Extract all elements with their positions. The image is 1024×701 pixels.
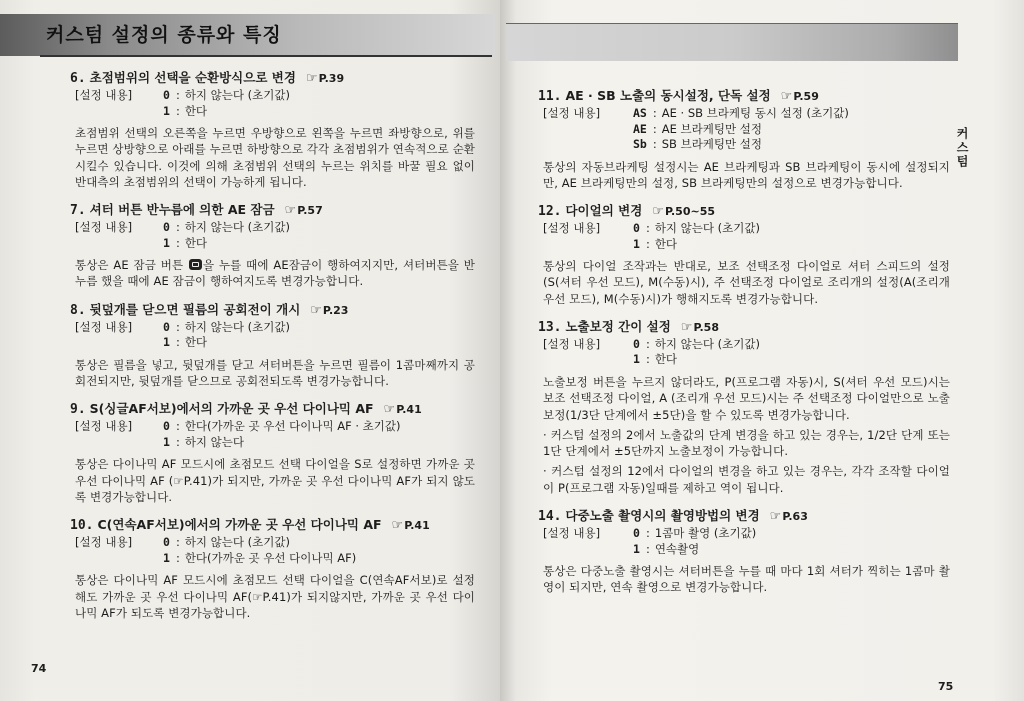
item-number: 6. — [70, 71, 86, 86]
settings-label: [설정 내용] — [75, 220, 133, 235]
item-title-text: 셔터 버튼 반누름에 의한 AE 잠금 — [89, 202, 275, 218]
settings-row — [75, 88, 475, 104]
settings-label: [설정 내용] — [543, 336, 601, 351]
settings-list — [538, 106, 950, 153]
item-title — [70, 200, 475, 220]
setting-text: 하지 않는다 — [184, 434, 245, 449]
item-title — [70, 68, 475, 88]
settings-list — [70, 220, 475, 251]
settings-list — [538, 526, 950, 557]
setting-separator: : — [652, 137, 657, 151]
item-title-text: AE · SB 노출의 동시설정, 단독 설정 — [565, 88, 771, 103]
page-reference: P.59 — [793, 90, 819, 103]
page-reference: P.50~55 — [664, 205, 716, 219]
pointing-hand-icon: ☞ — [383, 402, 396, 418]
setting-separator: : — [645, 221, 650, 236]
right-header-band — [506, 23, 958, 61]
setting-text: 한다(가까운 곳 우선 다이나믹 AF) — [184, 550, 357, 565]
description-text: 통상은 AE 잠금 버튼 — [75, 258, 188, 273]
settings-row — [75, 535, 475, 551]
setting-text: 한다(가까운 곳 우선 다이나믹 AF · 초기값) — [184, 419, 401, 434]
settings-label: [설정 내용] — [543, 106, 601, 120]
settings-label: [설정 내용] — [75, 535, 133, 550]
item-description: 초점범위 선택의 오른쪽을 누르면 우방향으로 왼쪽을 누르면 좌방향으로, 위를 누르면 상방향으로 아래를 누르면 하방향으로 각각 초점범위가 연속적으로 순환시킬수 있습니다. 이것에 의해 초점범위 선택의 누르는 위치를 바꿀 필요 없이 반대측의 초점범위의 선택이 가능하게 됩니다. — [75, 126, 475, 189]
note-bullet: · 커스텀 설정의 2에서 노출값의 단계 변경을 하고 있는 경우는, 1/2단 단계 또는 1단 단계에서 ±5단까지 노출보정이 가능합니다. — [543, 427, 950, 459]
item-title — [70, 399, 475, 419]
setting-text: 하지 않는다 (초기값) — [654, 336, 760, 351]
setting-separator: : — [652, 106, 657, 120]
settings-label: [설정 내용] — [75, 88, 133, 102]
section-side-tab: 커스텀 — [955, 127, 969, 169]
setting-text: 1콤마 촬영 (초기값) — [654, 526, 757, 541]
setting-code: AE — [633, 121, 647, 136]
item-description: 통상은 필름을 넣고, 뒷덮개를 닫고 셔터버튼을 누르면 필름이 1콤마째까지 공회전되지만, 뒷덮개를 닫으므로 공회전되도록 변경가능합니다. — [75, 357, 475, 389]
page-reference: P.39 — [318, 72, 345, 85]
setting-code: 0 — [163, 319, 170, 334]
setting-code: AS — [633, 106, 647, 120]
settings-row — [75, 419, 475, 435]
page-reference: P.63 — [782, 510, 808, 524]
setting-text: 연속촬영 — [654, 541, 700, 556]
item-6 — [70, 68, 475, 190]
item-description — [70, 257, 475, 290]
setting-text: SB 브라케팅만 설정 — [661, 137, 762, 151]
setting-text: AE 브라케팅만 설정 — [661, 121, 762, 136]
setting-code: 1 — [633, 541, 640, 556]
settings-row — [543, 526, 950, 542]
item-title-text: 다이얼의 변경 — [565, 203, 643, 219]
item-description: 노출보정 버튼을 누르지 않더라도, P(프로그램 자동)시, S(셔터 우선 모드)시는 보조 선택조정 다이얼, A (조리개 우선 모드)시는 주 선택조정 다이얼만으로 노출보정(1/3단 단계에서 ±5단)을 할 수 있도록 변경가능합니다. — [543, 374, 950, 422]
pointing-hand-icon: ☞ — [652, 204, 664, 220]
item-title — [538, 317, 950, 337]
setting-separator: : — [175, 319, 180, 334]
item-7 — [70, 200, 475, 290]
item-title — [70, 300, 475, 320]
item-number: 8. — [70, 302, 86, 318]
item-description: 통상의 다이얼 조작과는 반대로, 보조 선택조정 다이얼로 셔터 스피드의 설정(S(셔터 우선 모드), M(수동)시), 주 선택조정 다이얼로 조리개의 설정(A(조리개 우선 모드), M(수동)시)가 행해지도록 변경가능합니다. — [543, 259, 950, 306]
setting-text: 하지 않는다 (초기값) — [184, 220, 290, 235]
item-title-text: S(싱글AF서보)에서의 가까운 곳 우선 다이나믹 AF — [89, 401, 374, 417]
header-rule — [40, 55, 492, 57]
item-title-text: 노출보정 간이 설정 — [565, 318, 671, 334]
setting-text: 하지 않는다 (초기값) — [184, 535, 290, 550]
settings-row — [543, 122, 950, 138]
setting-code: 0 — [633, 526, 640, 541]
item-number: 13. — [538, 319, 562, 335]
settings-row — [75, 435, 475, 451]
left-column — [70, 68, 475, 631]
item-9 — [70, 399, 475, 505]
item-11 — [538, 86, 950, 191]
setting-separator: : — [645, 352, 650, 367]
settings-list — [70, 419, 475, 450]
setting-text: 한다 — [184, 235, 208, 250]
setting-code: Sb — [633, 137, 647, 151]
item-number: 11. — [538, 89, 562, 104]
page-reference: P.41 — [396, 403, 422, 417]
item-number: 9. — [70, 402, 86, 418]
setting-separator: : — [175, 335, 180, 350]
pointing-hand-icon: ☞ — [391, 518, 404, 534]
settings-list — [538, 221, 950, 252]
note-bullet: · 커스텀 설정의 12에서 다이얼의 변경을 하고 있는 경우는, 각각 조작할 다이얼이 P(프로그램 자동)일때를 제하고 역이 됩니다. — [543, 464, 950, 495]
settings-row — [75, 236, 475, 252]
page-reference: P.57 — [297, 204, 323, 218]
page-title: 커스텀 설정의 종류와 특징 — [46, 24, 282, 46]
setting-text: 하지 않는다 (초기값) — [654, 221, 760, 236]
setting-separator: : — [175, 434, 180, 449]
setting-text: 하지 않는다 (초기값) — [184, 319, 290, 334]
settings-row — [75, 335, 475, 351]
setting-separator: : — [175, 103, 180, 118]
setting-text: 하지 않는다 (초기값) — [184, 88, 290, 102]
item-title — [538, 506, 950, 526]
item-12 — [538, 201, 950, 307]
page-number: 74 — [31, 662, 47, 675]
settings-row — [543, 237, 950, 253]
item-description: 통상은 다이나믹 AF 모드시에 초점모드 선택 다이얼을 S로 설정하면 가까운 곳 우선 다이나믹 AF (☞P.41)가 되지만, 가까운 곳 우선 다이나믹 AF가 되지 않도록 변경가능합니다. — [75, 457, 475, 504]
item-title-text: C(연속AF서보)에서의 가까운 곳 우선 다이나믹 AF — [97, 517, 382, 533]
setting-code: 1 — [163, 235, 170, 250]
setting-separator: : — [645, 336, 650, 351]
setting-separator: : — [175, 220, 180, 235]
page-reference: P.58 — [693, 320, 719, 334]
pointing-hand-icon: ☞ — [284, 203, 297, 219]
pointing-hand-icon: ☞ — [310, 302, 322, 318]
settings-row — [543, 106, 950, 122]
setting-separator: : — [645, 541, 650, 556]
setting-code: 1 — [633, 352, 640, 367]
setting-code: 0 — [163, 419, 170, 434]
item-description: 통상의 자동브라케팅 설정시는 AE 브라케팅과 SB 브라케팅이 동시에 설정되지만, AE 브라케팅만의 설정, SB 브라케팅만의 설정으로 변경가능합니다. — [543, 159, 950, 190]
settings-row — [543, 337, 950, 353]
setting-code: 0 — [633, 336, 640, 351]
setting-text: 한다 — [654, 352, 678, 367]
item-14 — [538, 506, 950, 596]
item-title-text: 뒷덮개를 닫으면 필름의 공회전이 개시 — [89, 301, 301, 317]
item-title-text: 초점범위의 선택을 순환방식으로 변경 — [89, 70, 296, 85]
ae-lock-button-icon — [189, 259, 202, 270]
item-13 — [538, 317, 950, 496]
item-number: 10. — [70, 518, 94, 534]
settings-row — [543, 542, 950, 558]
settings-list — [70, 320, 475, 351]
item-description: 통상은 다이나믹 AF 모드시에 초점모드 선택 다이얼을 C(연속AF서보)로 설정해도 가까운 곳 우선 다이나믹 AF(☞P.41)가 되지않지만, 가까운 곳 우선 다이나믹 AF가 되도록 변경가능합니다. — [75, 573, 475, 620]
description-text: 을 누를 때에 AE잠금이 행하여지지만, 셔터버튼을 반누름 했을 때에 AE 잠금이 행하여지도록 변경가능합니다. — [75, 258, 475, 289]
setting-text: 한다 — [184, 103, 208, 118]
setting-separator: : — [645, 236, 650, 251]
setting-code: 1 — [163, 550, 170, 565]
settings-label: [설정 내용] — [75, 419, 133, 434]
item-number: 12. — [538, 204, 562, 220]
settings-row — [75, 320, 475, 336]
item-number: 7. — [70, 203, 86, 219]
pointing-hand-icon: ☞ — [305, 71, 318, 86]
item-title — [70, 515, 475, 535]
setting-separator: : — [175, 535, 180, 550]
setting-separator: : — [175, 419, 180, 434]
item-title-text: 다중노출 촬영시의 촬영방법의 변경 — [565, 508, 760, 524]
settings-list — [70, 535, 475, 566]
settings-row — [75, 220, 475, 236]
setting-code: 0 — [163, 220, 170, 235]
setting-text: 한다 — [654, 236, 678, 251]
pointing-hand-icon: ☞ — [780, 89, 793, 104]
setting-separator: : — [645, 526, 650, 541]
setting-separator: : — [652, 121, 657, 136]
page-number: 75 — [938, 680, 954, 693]
setting-text: 한다 — [184, 335, 208, 350]
page-reference: P.23 — [322, 303, 349, 317]
item-title — [538, 201, 950, 221]
setting-code: 0 — [163, 535, 170, 550]
item-8 — [70, 300, 475, 390]
setting-code: 1 — [163, 103, 170, 118]
setting-separator: : — [175, 88, 180, 102]
pointing-hand-icon: ☞ — [769, 509, 782, 525]
settings-label: [설정 내용] — [543, 221, 601, 236]
setting-text: AE · SB 브라케팅 동시 설정 (초기값) — [661, 106, 849, 120]
setting-code: 1 — [163, 434, 170, 449]
right-column — [538, 86, 950, 606]
item-10 — [70, 515, 475, 621]
settings-row — [543, 221, 950, 237]
setting-code: 1 — [633, 236, 640, 251]
setting-separator: : — [175, 550, 180, 565]
settings-list — [70, 88, 475, 119]
settings-row — [543, 352, 950, 368]
setting-code: 0 — [633, 221, 640, 236]
settings-row — [543, 137, 950, 153]
setting-code: 0 — [163, 88, 170, 102]
settings-row — [75, 104, 475, 120]
setting-code: 1 — [163, 335, 170, 350]
settings-label: [설정 내용] — [543, 526, 601, 541]
settings-row — [75, 551, 475, 567]
item-description: 통상은 다중노출 촬영시는 셔터버튼을 누를 때 마다 1회 셔터가 찍히는 1콤마 촬영이 되지만, 연속 촬영으로 변경가능합니다. — [543, 564, 950, 595]
settings-list — [538, 337, 950, 368]
item-title — [538, 86, 950, 106]
setting-separator: : — [175, 235, 180, 250]
item-number: 14. — [538, 509, 562, 525]
pointing-hand-icon: ☞ — [680, 319, 693, 335]
page-reference: P.41 — [404, 519, 430, 533]
settings-label: [설정 내용] — [75, 319, 133, 334]
